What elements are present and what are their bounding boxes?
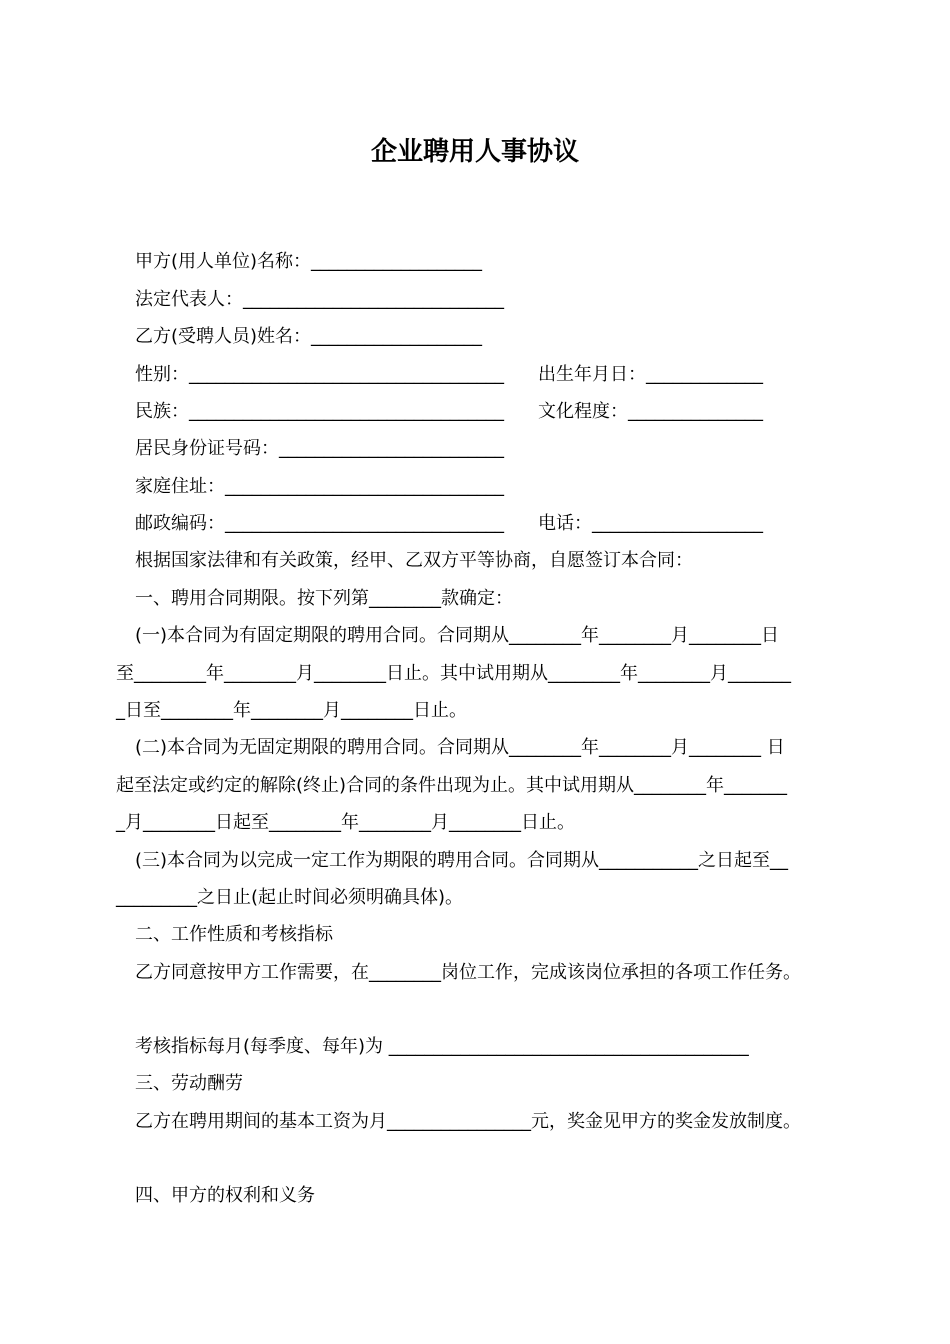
clause-open-term-line-1: (二)本合同为无固定期限的聘用合同。合同期从________年________月________ 日 [135,737,785,758]
clause-fixed-term-line-3: _日至________年________月________日止。 [116,700,467,721]
field-postal-code: 邮政编码：_______________________________ [135,513,504,534]
paragraph-assessment-index: 考核指标每月(每季度、每年)为 ________________________________________ [135,1036,749,1057]
section-heading-employer-rights: 四、甲方的权利和义务 [135,1185,315,1206]
clause-task-term-line-1: (三)本合同为以完成一定工作为期限的聘用合同。合同期从___________之日起至__ [135,850,789,871]
paragraph-job-position: 乙方同意按甲方工作需要，在________岗位工作，完成该岗位承担的各项工作任务。 [135,962,801,983]
field-phone: 电话：___________________ [538,513,763,534]
field-employee-name: 乙方(受聘人员)姓名：___________________ [135,326,483,347]
paragraph-base-salary: 乙方在聘用期间的基本工资为月________________元，奖金见甲方的奖金发放制度。 [135,1111,801,1132]
document-title: 企业聘用人事协议 [370,137,579,167]
clause-fixed-term-line-1: (一)本合同为有固定期限的聘用合同。合同期从________年________月________日 [135,625,780,646]
clause-open-term-line-3: _月________日起至________年________月________日止。 [116,812,575,833]
section-heading-term: 一、聘用合同期限。按下列第________款确定： [135,588,513,609]
clause-open-term-line-2: 起至法定或约定的解除(终止)合同的条件出现为止。其中试用期从________年_______ [116,775,788,796]
field-education: 文化程度：_______________ [538,401,763,422]
field-home-address: 家庭住址：_______________________________ [135,476,504,497]
field-id-number: 居民身份证号码：_________________________ [135,438,504,459]
field-birth-date: 出生年月日：_____________ [538,364,763,385]
field-ethnicity: 民族：___________________________________ [135,401,504,422]
preamble-paragraph: 根据国家法律和有关政策，经甲、乙双方平等协商，自愿签订本合同： [135,550,693,571]
section-heading-job-nature: 二、工作性质和考核指标 [135,924,333,945]
field-gender: 性别：___________________________________ [135,364,504,385]
field-employer-name: 甲方(用人单位)名称：___________________ [135,251,483,272]
field-legal-representative: 法定代表人：_____________________________ [135,289,504,310]
clause-task-term-line-2: _________之日止(起止时间必须明确具体)。 [116,887,464,908]
clause-fixed-term-line-2: 至________年________月________日止。其中试用期从________年________月_______ [116,663,791,684]
section-heading-remuneration: 三、劳动酬劳 [135,1073,243,1094]
